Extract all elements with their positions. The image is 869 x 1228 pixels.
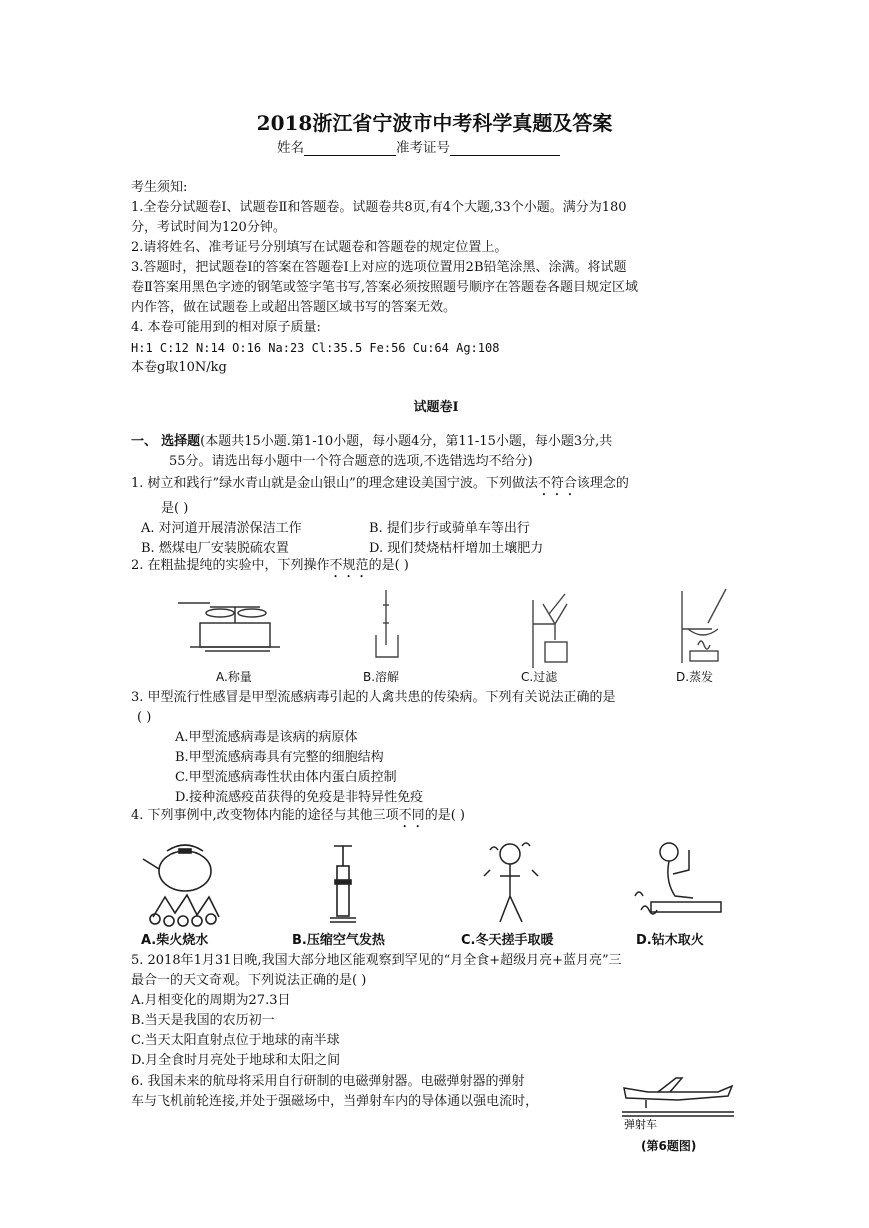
id-label: 准考证号 [396,140,450,156]
q1-stem: 1. 树立和践行”绿水青山就是金山银山”的理念建设美国宁波。下列做法 [131,476,538,491]
q6-figure-caption: (第6题图) [641,1139,697,1153]
question-6 [131,1072,609,1112]
question-1 [131,474,741,559]
q4-caption-d: D.钻木取火 [636,933,704,948]
notice-line: 卷Ⅱ答案用黑色字迹的钢笔或签字笔书写,答案必须按照题号顺序在答题卷各题目规定区域 [131,280,638,295]
q6-stem: 6. 我国未来的航母将采用自行研制的电磁弹射器。电磁弹射器的弹射 [131,1074,525,1089]
q4-caption-c: C.冬天搓手取暖 [461,933,554,948]
q5-stem: 5. 2018年1月31日晚,我国大部分地区能观察到罕见的“月全食+超级月亮+蓝月亮”三 [131,953,622,968]
catapult-figure [618,1070,738,1130]
air-compression-figure [320,840,370,930]
dissolving-figure [358,585,418,675]
part1-header [131,432,741,472]
q3-option-b[interactable]: B.甲型流感病毒具有完整的细胞结构 [175,750,384,765]
q1-stem-2: 是( ) [161,501,189,516]
q3-stem: 3. 甲型流行性感冒是甲型流感病毒引起的人禽共患的传染病。下列有关说法正确的是 [131,690,616,705]
section-title: 试题卷Ⅰ [413,400,459,415]
evaporating-figure [668,585,738,675]
q3-option-d[interactable]: D.接种流感疫苗获得的免疫是非特异性免疫 [175,790,424,805]
q5-option-a[interactable]: A.月相变化的周期为27.3日 [131,993,291,1008]
q1-option-d[interactable]: D. 现们焚烧枯杆增加土壤肥力 [369,541,544,556]
part1-desc-2: 55分。请选出每小题中一个符合题意的选项,不选错选均不给分) [169,454,533,469]
notice-line: 3.答题时，把试题卷Ⅰ的答案在答题卷Ⅰ上对应的选项位置用2B铅笔涂黑、涂满。将试题 [131,260,627,275]
notice [131,178,741,378]
q2-caption-a: A.称量 [216,670,252,684]
q1-stem-end: 该理念的 [576,476,629,491]
q2-caption-b: B.溶解 [363,670,400,684]
q2-emphasis: 不规范 [329,558,369,573]
question-5 [131,951,741,1071]
notice-line: 1.全卷分试题卷Ⅰ、试题卷Ⅱ和答题卷。试题卷共8页,有4个大题,33个小题。满分为180 [131,200,627,215]
page-title: 2018浙江省宁波市中考科学真题及答案 [256,111,613,135]
q4-caption-a: A.柴火烧水 [141,933,209,948]
question-2 [131,556,741,581]
q1-option-c[interactable]: B. 燃煤电厂安装脱硫农置 [141,541,289,556]
q3-option-c[interactable]: C.甲型流感病毒性状由体内蛋白质控制 [175,770,397,785]
q5-option-d[interactable]: D.月全食时月亮处于地球和太阳之间 [131,1053,341,1068]
question-3 [131,688,741,808]
q4-stem-end: 的是( ) [424,808,465,823]
name-id-bar [277,136,560,156]
q1-option-a[interactable]: A. 对河道开展清淤保洁工作 [141,521,302,536]
q2-stem: 2. 在粗盐提纯的实验中，下列操作 [131,558,330,573]
q3-paren: ( ) [137,710,152,725]
notice-line: 分，考试时间为120分钟。 [131,220,286,235]
question-4 [131,806,741,831]
q1-option-b[interactable]: B. 提们步行或骑单车等出行 [369,521,530,536]
part1-number: 一、 [131,434,158,449]
notice-heading: 考生须知: [131,180,188,195]
notice-line: 本卷g取10N/kg [131,360,227,375]
q3-option-a[interactable]: A.甲型流感病毒是该病的病原体 [175,730,358,745]
balance-figure [170,585,290,680]
drill-wood-figure [627,836,727,928]
q4-caption-b: B.压缩空气发热 [292,933,385,948]
filtering-figure [515,590,585,675]
q2-stem-end: 的是( ) [368,558,409,573]
part1-label: 选择题 [161,434,201,449]
q4-emphasis: 不同 [398,808,425,823]
part1-desc: (本题共15小题.第1-10小题，每小题4分，第11-15小题，每小题3分,共 [200,434,613,449]
q2-caption-c: C.过滤 [521,670,558,684]
name-label: 姓名 [277,140,304,156]
id-blank[interactable] [450,141,560,156]
notice-line: 2.请将姓名、准考证号分别填写在试题卷和答题卷的规定位置上。 [131,240,508,255]
q6-stem-2: 车与飞机前轮连接,并处于强磁场中，当弹射车内的导体通以强电流时， [131,1094,539,1109]
name-blank[interactable] [304,141,396,156]
notice-line: 内作答，做在试题卷上或超出答题区域书写的答案无效。 [131,300,457,315]
q5-stem-2: 最合一的天文奇观。下列说法正确的是( ) [131,973,367,988]
rubbing-hands-figure [470,836,550,928]
notice-line: 4. 本卷可能用到的相对原子质量: [131,320,321,335]
kettle-fire-figure [135,835,235,927]
q1-emphasis: 不符合 [537,476,577,491]
q4-stem: 4. 下列事例中,改变物体内能的途径与其他三项 [131,808,399,823]
q2-caption-d: D.蒸发 [676,670,714,684]
q5-option-c[interactable]: C.当天太阳直射点位于地球的南半球 [131,1033,340,1048]
atomic-masses: H:1 C:12 N:14 O:16 Na:23 Cl:35.5 Fe:56 Cu:64 Ag:108 [131,341,500,355]
catapult-label: 弹射车 [624,1118,657,1130]
q5-option-b[interactable]: B.当天是我国的农历初一 [131,1013,275,1028]
